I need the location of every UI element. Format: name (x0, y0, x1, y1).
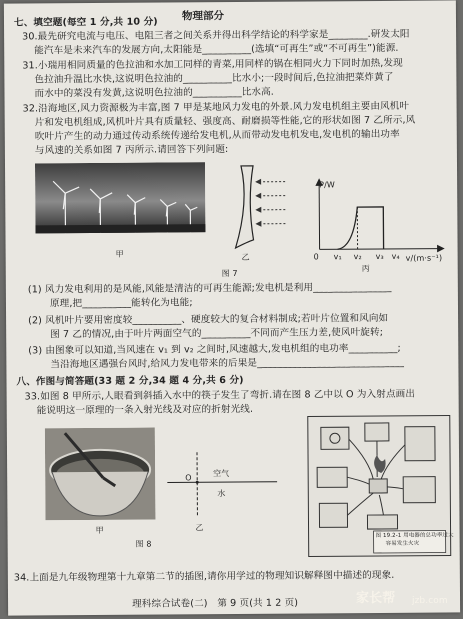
section-8-title: 八、作图与简答题(33 题 2 分,34 题 4 分,共 6 分) (16, 374, 244, 388)
q33-line2: 能说明这一原理的一条入射光线及对应的折射光线. (36, 403, 254, 417)
fig19-caption-2: 容易发生火灾 (385, 540, 420, 547)
fig8-air-label: 空气 (213, 469, 230, 479)
q32-part1b: 原理,把__________能转化为电能; (49, 297, 193, 310)
fig7-label-bing: 丙 (361, 264, 370, 274)
q31-line1: 31.小瑞用相同质量的色拉油和水加工同样的青菜,用同样的锅在相同火力下同时加热,发现 (22, 57, 403, 72)
q32-part3b: 当沿海地区遇强台风时,给风力发电带来的后果是______________________________ (50, 356, 405, 371)
fig8-point-o: O (185, 473, 192, 483)
q32-line3: 吹叶片产生的动力通过传动系统传递给发电机,从而带动发电机发电,发电机的输出功率 (34, 128, 400, 143)
fig7-tick-v4: v₄ (391, 251, 400, 261)
bowl-photo (45, 428, 156, 521)
watermark-site: jzb.com (412, 596, 448, 606)
q31-line3: 而水中的菜没有发黄,这说明色拉油的__________比水高. (34, 86, 274, 100)
q30-line1: 30.最先研究电流与电压、电阻三者之间关系并得出科学结论的科学家是________.研发太阳 (22, 28, 410, 43)
q32-part3: (3) 由图象可以知道,当风速在 v₁ 到 v₂ 之间时,风速越大,发电机组的电功率__________; (28, 342, 401, 357)
fig7-label-jia: 甲 (115, 249, 124, 259)
q30-line2: 能汽车是未来汽车的发展方向,太阳能是__________(选填“可再生”或“不可再生”)能源. (34, 42, 399, 57)
fig7-ylabel: P/W (319, 180, 335, 190)
fig7-caption: 图 7 (221, 268, 238, 279)
wind-farm-photo (35, 162, 206, 245)
fig7-tick-v3: v₃ (375, 251, 384, 261)
fig7-origin: 0 (313, 252, 319, 262)
refraction-diagram (167, 450, 277, 521)
fig7-tick-v1: v₁ (333, 252, 342, 262)
page-header: 物理部分 (181, 10, 225, 23)
q32-part2b: 图 7 乙的情况,由于叶片两面空气的__________不同而产生压力差,使风叶旋转; (50, 326, 384, 341)
watermark-brand: 家长帮 (356, 591, 396, 606)
fig8-caption: 图 8 (135, 539, 152, 549)
q32-line2: 片和发电机组成,风机叶片具有质量轻、强度高、耐磨损等性能,它的形状如图 7 乙所示,风 (34, 114, 416, 129)
fig7-label-yi: 乙 (241, 252, 250, 262)
fig8-label-jia: 甲 (95, 525, 104, 535)
q32-line1: 32.沿海地区,风力资源极为丰富,图 7 甲是某地风力发电的外景.风力发电机组主要由风机叶 (22, 100, 410, 115)
q32-part2: (2) 风机叶片要用密度较__________、硬度较大的复合材料制成;若叶片位置和风向如 (28, 312, 389, 327)
q32-line4: 与风速的关系如图 7 丙所示.请回答下列问题: (34, 144, 229, 157)
q33-line1: 33.如图 8 甲所示,人眼看到斜插入水中的筷子发生了弯折.请在图 8 乙中以 O 为入射点画出 (24, 388, 416, 403)
section-7-title: 七、填空题(每空 1 分,共 10 分) (13, 16, 158, 29)
exam-page (4, 0, 460, 615)
fig8-label-yi: 乙 (195, 523, 204, 533)
fig8-water-label: 水 (217, 489, 226, 499)
fig7-tick-v2: v₂ (353, 252, 362, 262)
fig19-caption-1: 图 19.2-1 用电器的总功率过大 (375, 532, 454, 540)
q32-part1: (1) 风力发电利用的是风能,风能是清洁的可再生能源;发电机是利用________________ (27, 281, 392, 296)
q34-line1: 34.上面是九年级物理第十九章第二节的插图,请你用学过的物理知识解释图中描述的现象. (13, 569, 395, 584)
site-watermark (352, 590, 456, 612)
page-footer: 理科综合试卷(二) 第 9 页(共 1 2 页) (132, 597, 299, 610)
q31-line2: 色拉油升温比水快,这说明色拉油的__________比水小;一段时间后,色拉油把菜炸黄了 (34, 71, 394, 86)
blade-diagram (227, 162, 288, 252)
fig7-xlabel: v/(m·s⁻¹) (405, 253, 443, 263)
